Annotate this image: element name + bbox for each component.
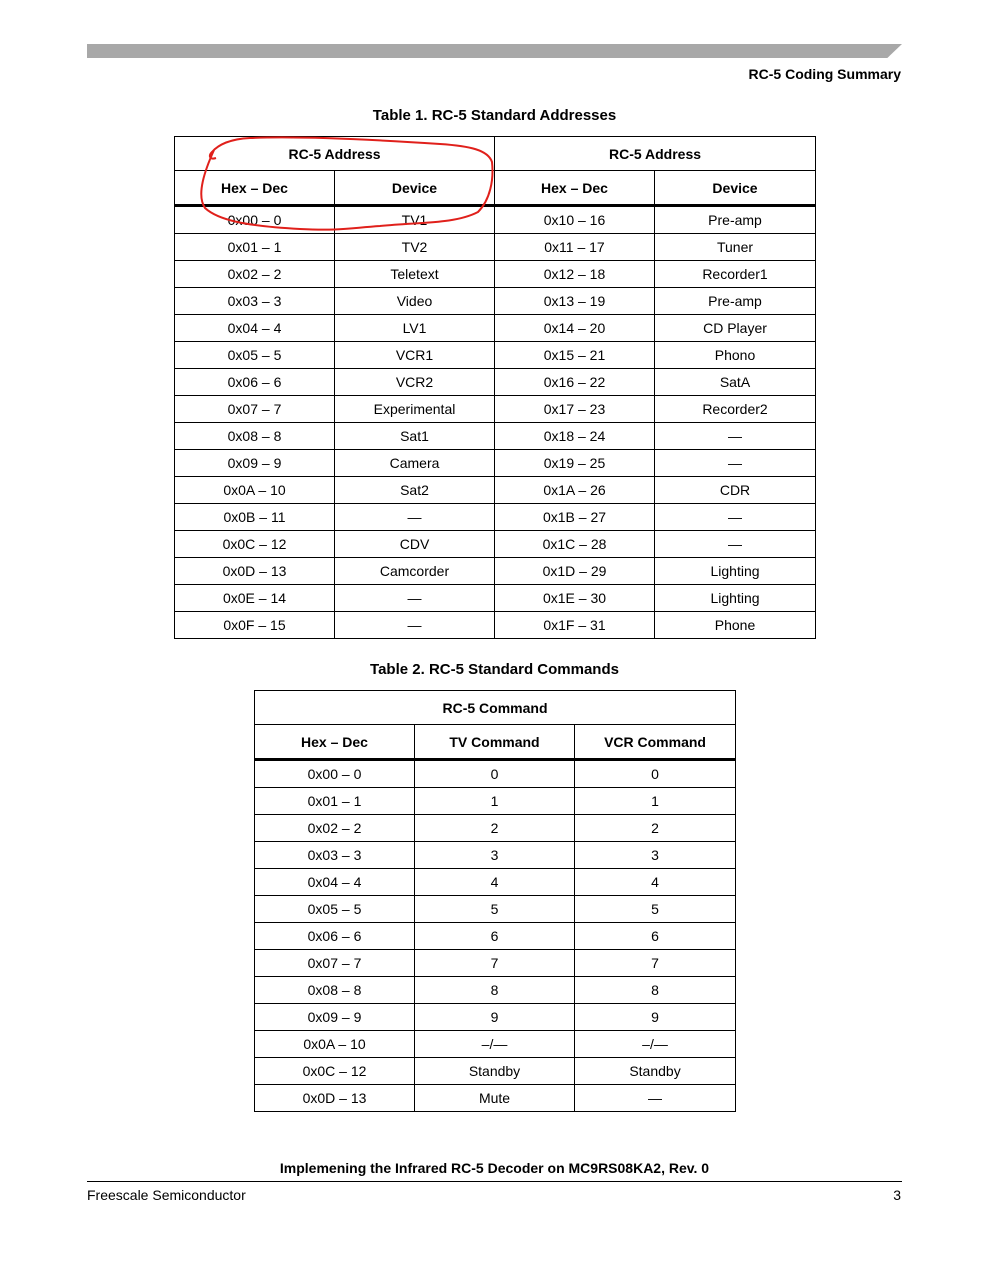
- column-header: VCR Command: [575, 725, 736, 760]
- table-row: [255, 842, 736, 869]
- group-header: RC-5 Command: [255, 691, 736, 725]
- table-cell: 0x0A – 10: [255, 1031, 415, 1058]
- table-cell: 0x1C – 28: [495, 531, 655, 558]
- table-row: [255, 1031, 736, 1058]
- table-cell: Recorder2: [655, 396, 816, 423]
- table-cell: Standby: [415, 1058, 575, 1085]
- table-cell: 3: [575, 842, 736, 869]
- table-cell: —: [655, 531, 816, 558]
- table-cell: 4: [415, 869, 575, 896]
- table-cell: Camera: [335, 450, 495, 477]
- table-row: [175, 261, 816, 288]
- table-cell: 0x08 – 8: [255, 977, 415, 1004]
- table-cell: 0x05 – 5: [255, 896, 415, 923]
- table-cell: 0x0D – 13: [255, 1085, 415, 1112]
- table-cell: 0x00 – 0: [255, 760, 415, 788]
- table-cell: 4: [575, 869, 736, 896]
- table-cell: Pre-amp: [655, 206, 816, 234]
- column-header: Device: [335, 171, 495, 206]
- table-row: [175, 585, 816, 612]
- table-row: [175, 612, 816, 639]
- table-cell: —: [335, 504, 495, 531]
- table-cell: Phono: [655, 342, 816, 369]
- table-cell: VCR1: [335, 342, 495, 369]
- table-cell: 0x17 – 23: [495, 396, 655, 423]
- table-cell: —: [655, 504, 816, 531]
- table-cell: Lighting: [655, 585, 816, 612]
- table-cell: 0x0B – 11: [175, 504, 335, 531]
- table-cell: —: [655, 423, 816, 450]
- table1-caption: Table 1. RC-5 Standard Addresses: [372, 107, 617, 124]
- group-header: RC-5 Address: [175, 137, 495, 171]
- table-cell: Video: [335, 288, 495, 315]
- table-row: [175, 531, 816, 558]
- table-cell: 0x09 – 9: [255, 1004, 415, 1031]
- table-cell: 0x14 – 20: [495, 315, 655, 342]
- table-row: [255, 1058, 736, 1085]
- table-cell: Camcorder: [335, 558, 495, 585]
- table-cell: 0x1A – 26: [495, 477, 655, 504]
- table-row: [255, 923, 736, 950]
- table-cell: 0x1F – 31: [495, 612, 655, 639]
- table-cell: CDR: [655, 477, 816, 504]
- table-row: [255, 950, 736, 977]
- table-cell: 0x07 – 7: [175, 396, 335, 423]
- table-cell: CD Player: [655, 315, 816, 342]
- table-cell: 0x10 – 16: [495, 206, 655, 234]
- table-cell: 0x0C – 12: [255, 1058, 415, 1085]
- section-title: RC-5 Coding Summary: [748, 66, 901, 82]
- table-cell: Teletext: [335, 261, 495, 288]
- table-row: [175, 234, 816, 261]
- table-cell: 1: [415, 788, 575, 815]
- table-cell: 0x0E – 14: [175, 585, 335, 612]
- table-cell: 6: [415, 923, 575, 950]
- table-row: [175, 288, 816, 315]
- table-cell: Recorder1: [655, 261, 816, 288]
- table-cell: 3: [415, 842, 575, 869]
- table-row: [175, 206, 816, 234]
- table-cell: 8: [415, 977, 575, 1004]
- table-row: [255, 869, 736, 896]
- table-cell: 0x0C – 12: [175, 531, 335, 558]
- table-row: [255, 977, 736, 1004]
- table-cell: 1: [575, 788, 736, 815]
- table-row: [175, 315, 816, 342]
- column-header: Device: [655, 171, 816, 206]
- table-cell: Sat1: [335, 423, 495, 450]
- column-header: Hex – Dec: [175, 171, 335, 206]
- table-cell: 0x04 – 4: [255, 869, 415, 896]
- table-cell: 0x06 – 6: [255, 923, 415, 950]
- table-cell: 0x02 – 2: [255, 815, 415, 842]
- table-cell: –/—: [575, 1031, 736, 1058]
- table-cell: 0x05 – 5: [175, 342, 335, 369]
- table-cell: 5: [415, 896, 575, 923]
- table-cell: 0x07 – 7: [255, 950, 415, 977]
- table-cell: Sat2: [335, 477, 495, 504]
- table-cell: 9: [575, 1004, 736, 1031]
- table-cell: 0x06 – 6: [175, 369, 335, 396]
- table-cell: 0x01 – 1: [255, 788, 415, 815]
- table-cell: 0x01 – 1: [175, 234, 335, 261]
- table-row: [175, 342, 816, 369]
- table-cell: SatA: [655, 369, 816, 396]
- table-row: [255, 788, 736, 815]
- table-cell: CDV: [335, 531, 495, 558]
- table-cell: TV2: [335, 234, 495, 261]
- table-cell: Experimental: [335, 396, 495, 423]
- table-cell: Pre-amp: [655, 288, 816, 315]
- rc5-addresses-table: [174, 136, 816, 639]
- table-row: [255, 1085, 736, 1112]
- table-cell: 7: [575, 950, 736, 977]
- table-cell: 9: [415, 1004, 575, 1031]
- table-cell: 2: [575, 815, 736, 842]
- column-header: Hex – Dec: [255, 725, 415, 760]
- table-row: [175, 477, 816, 504]
- table-cell: 0x18 – 24: [495, 423, 655, 450]
- table-cell: —: [335, 585, 495, 612]
- page-number: 3: [893, 1187, 901, 1203]
- table-cell: –/—: [415, 1031, 575, 1058]
- table-cell: Lighting: [655, 558, 816, 585]
- table-cell: 2: [415, 815, 575, 842]
- table-cell: 0x15 – 21: [495, 342, 655, 369]
- table-cell: Phone: [655, 612, 816, 639]
- table-cell: 0x12 – 18: [495, 261, 655, 288]
- table-cell: 0: [575, 760, 736, 788]
- table-cell: 0x0D – 13: [175, 558, 335, 585]
- group-header: RC-5 Address: [495, 137, 816, 171]
- table-cell: 0x1D – 29: [495, 558, 655, 585]
- table-row: [175, 504, 816, 531]
- table-cell: 7: [415, 950, 575, 977]
- table-cell: —: [655, 450, 816, 477]
- rc5-commands-table: [254, 690, 736, 1112]
- table-cell: 0x03 – 3: [175, 288, 335, 315]
- table-cell: 0x13 – 19: [495, 288, 655, 315]
- table-cell: 0x19 – 25: [495, 450, 655, 477]
- table-cell: 0x16 – 22: [495, 369, 655, 396]
- table-cell: 0x09 – 9: [175, 450, 335, 477]
- header-bar: [87, 44, 902, 58]
- table-row: [175, 423, 816, 450]
- table-cell: 0x11 – 17: [495, 234, 655, 261]
- table-cell: 0x00 – 0: [175, 206, 335, 234]
- table2-caption: Table 2. RC-5 Standard Commands: [370, 661, 619, 678]
- table-row: [175, 396, 816, 423]
- table-cell: 0x0A – 10: [175, 477, 335, 504]
- table-cell: —: [575, 1085, 736, 1112]
- table-cell: Tuner: [655, 234, 816, 261]
- table-row: [255, 896, 736, 923]
- table-cell: 0x1B – 27: [495, 504, 655, 531]
- company-name: Freescale Semiconductor: [87, 1187, 246, 1203]
- table-cell: 0x04 – 4: [175, 315, 335, 342]
- column-header: TV Command: [415, 725, 575, 760]
- table-cell: 0x02 – 2: [175, 261, 335, 288]
- table-row: [255, 815, 736, 842]
- table-cell: LV1: [335, 315, 495, 342]
- table-cell: 8: [575, 977, 736, 1004]
- table-row: [175, 558, 816, 585]
- table-row: [255, 1004, 736, 1031]
- table-cell: Standby: [575, 1058, 736, 1085]
- table-cell: TV1: [335, 206, 495, 234]
- table-cell: 6: [575, 923, 736, 950]
- table-row: [255, 760, 736, 788]
- table-cell: 0: [415, 760, 575, 788]
- table-row: [175, 369, 816, 396]
- table-cell: 0x03 – 3: [255, 842, 415, 869]
- table-cell: VCR2: [335, 369, 495, 396]
- document-title: Implemening the Infrared RC-5 Decoder on MC9RS08KA2, Rev. 0: [279, 1160, 710, 1176]
- table-cell: —: [335, 612, 495, 639]
- footer-divider: [87, 1181, 902, 1182]
- column-header: Hex – Dec: [495, 171, 655, 206]
- table-cell: 0x08 – 8: [175, 423, 335, 450]
- table-cell: 0x1E – 30: [495, 585, 655, 612]
- table-cell: Mute: [415, 1085, 575, 1112]
- table-cell: 5: [575, 896, 736, 923]
- table-cell: 0x0F – 15: [175, 612, 335, 639]
- table-row: [175, 450, 816, 477]
